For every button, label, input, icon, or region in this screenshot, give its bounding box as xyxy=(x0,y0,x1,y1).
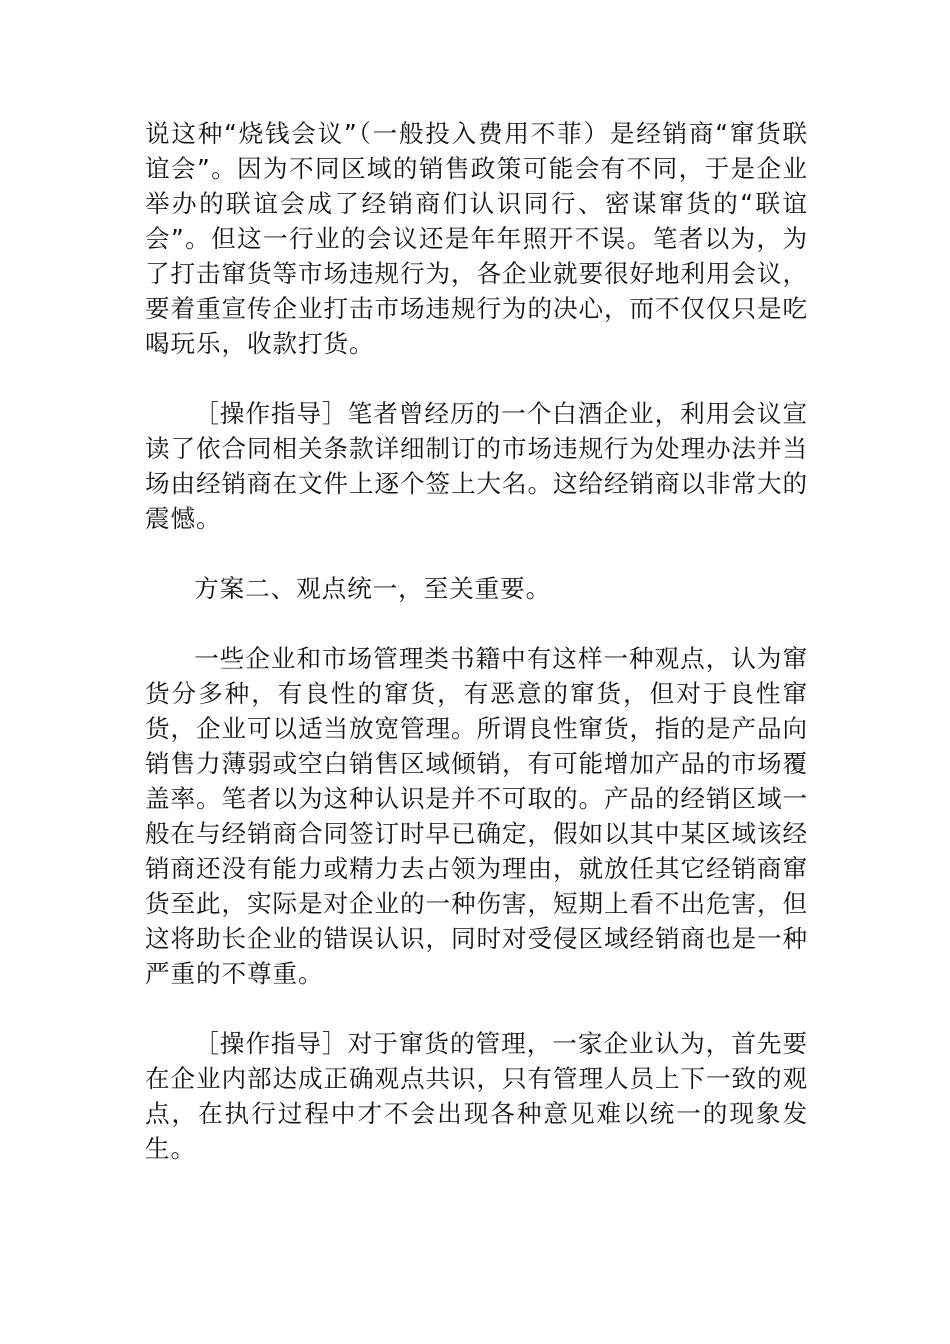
document-body xyxy=(145,116,808,1201)
paragraph-operation-guide-1: ［操作指导］笔者曾经历的一个白酒企业，利用会议宣读了依合同相关条款详细制订的市场违规行为处理办法并当场由经销商在文件上逐个签上大名。这给经销商以非常大的震憾。 xyxy=(145,399,808,533)
paragraph-continuation: 说这种“烧钱会议”（一般投入费用不菲）是经销商“窜货联谊会”。因为不同区域的销售政策可能会有不同，于是企业举办的联谊会成了经销商们认识同行、密谋窜货的“联谊会”。但这一行业的会议还是年年照开不误。笔者以为，为了打击窜货等市场违规行为，各企业就要很好地利用会议，要着重宣传企业打击市场违规行为的决心，而不仅仅只是吃喝玩乐，收款打货。 xyxy=(145,119,808,358)
paragraph-benign-diversion: 一些企业和市场管理类书籍中有这样一种观点，认为窜货分多种，有良性的窜货，有恶意的窜货，但对于良性窜货，企业可以适当放宽管理。所谓良性窜货，指的是产品向销售力薄弱或空白销售区域倾销，有可能增加产品的市场覆盖率。笔者以为这种认识是并不可取的。产品的经销区域一般在与经销商合同签订时早已确定，假如以其中某区域该经销商还没有能力或精力去占领为理由，就放任其它经销商窜货至此，实际是对企业的一种伤害，短期上看不出危害，但这将助长企业的错误认识，同时对受侵区域经销商也是一种严重的不尊重。 xyxy=(145,644,808,988)
paragraph-operation-guide-2: ［操作指导］对于窜货的管理，一家企业认为，首先要在企业内部达成正确观点共识，只有管理人员上下一致的观点，在执行过程中才不会出现各种意见难以统一的现象发生。 xyxy=(145,1029,808,1163)
section-heading-plan-two: 方案二、观点统一，至关重要。 xyxy=(194,574,552,603)
